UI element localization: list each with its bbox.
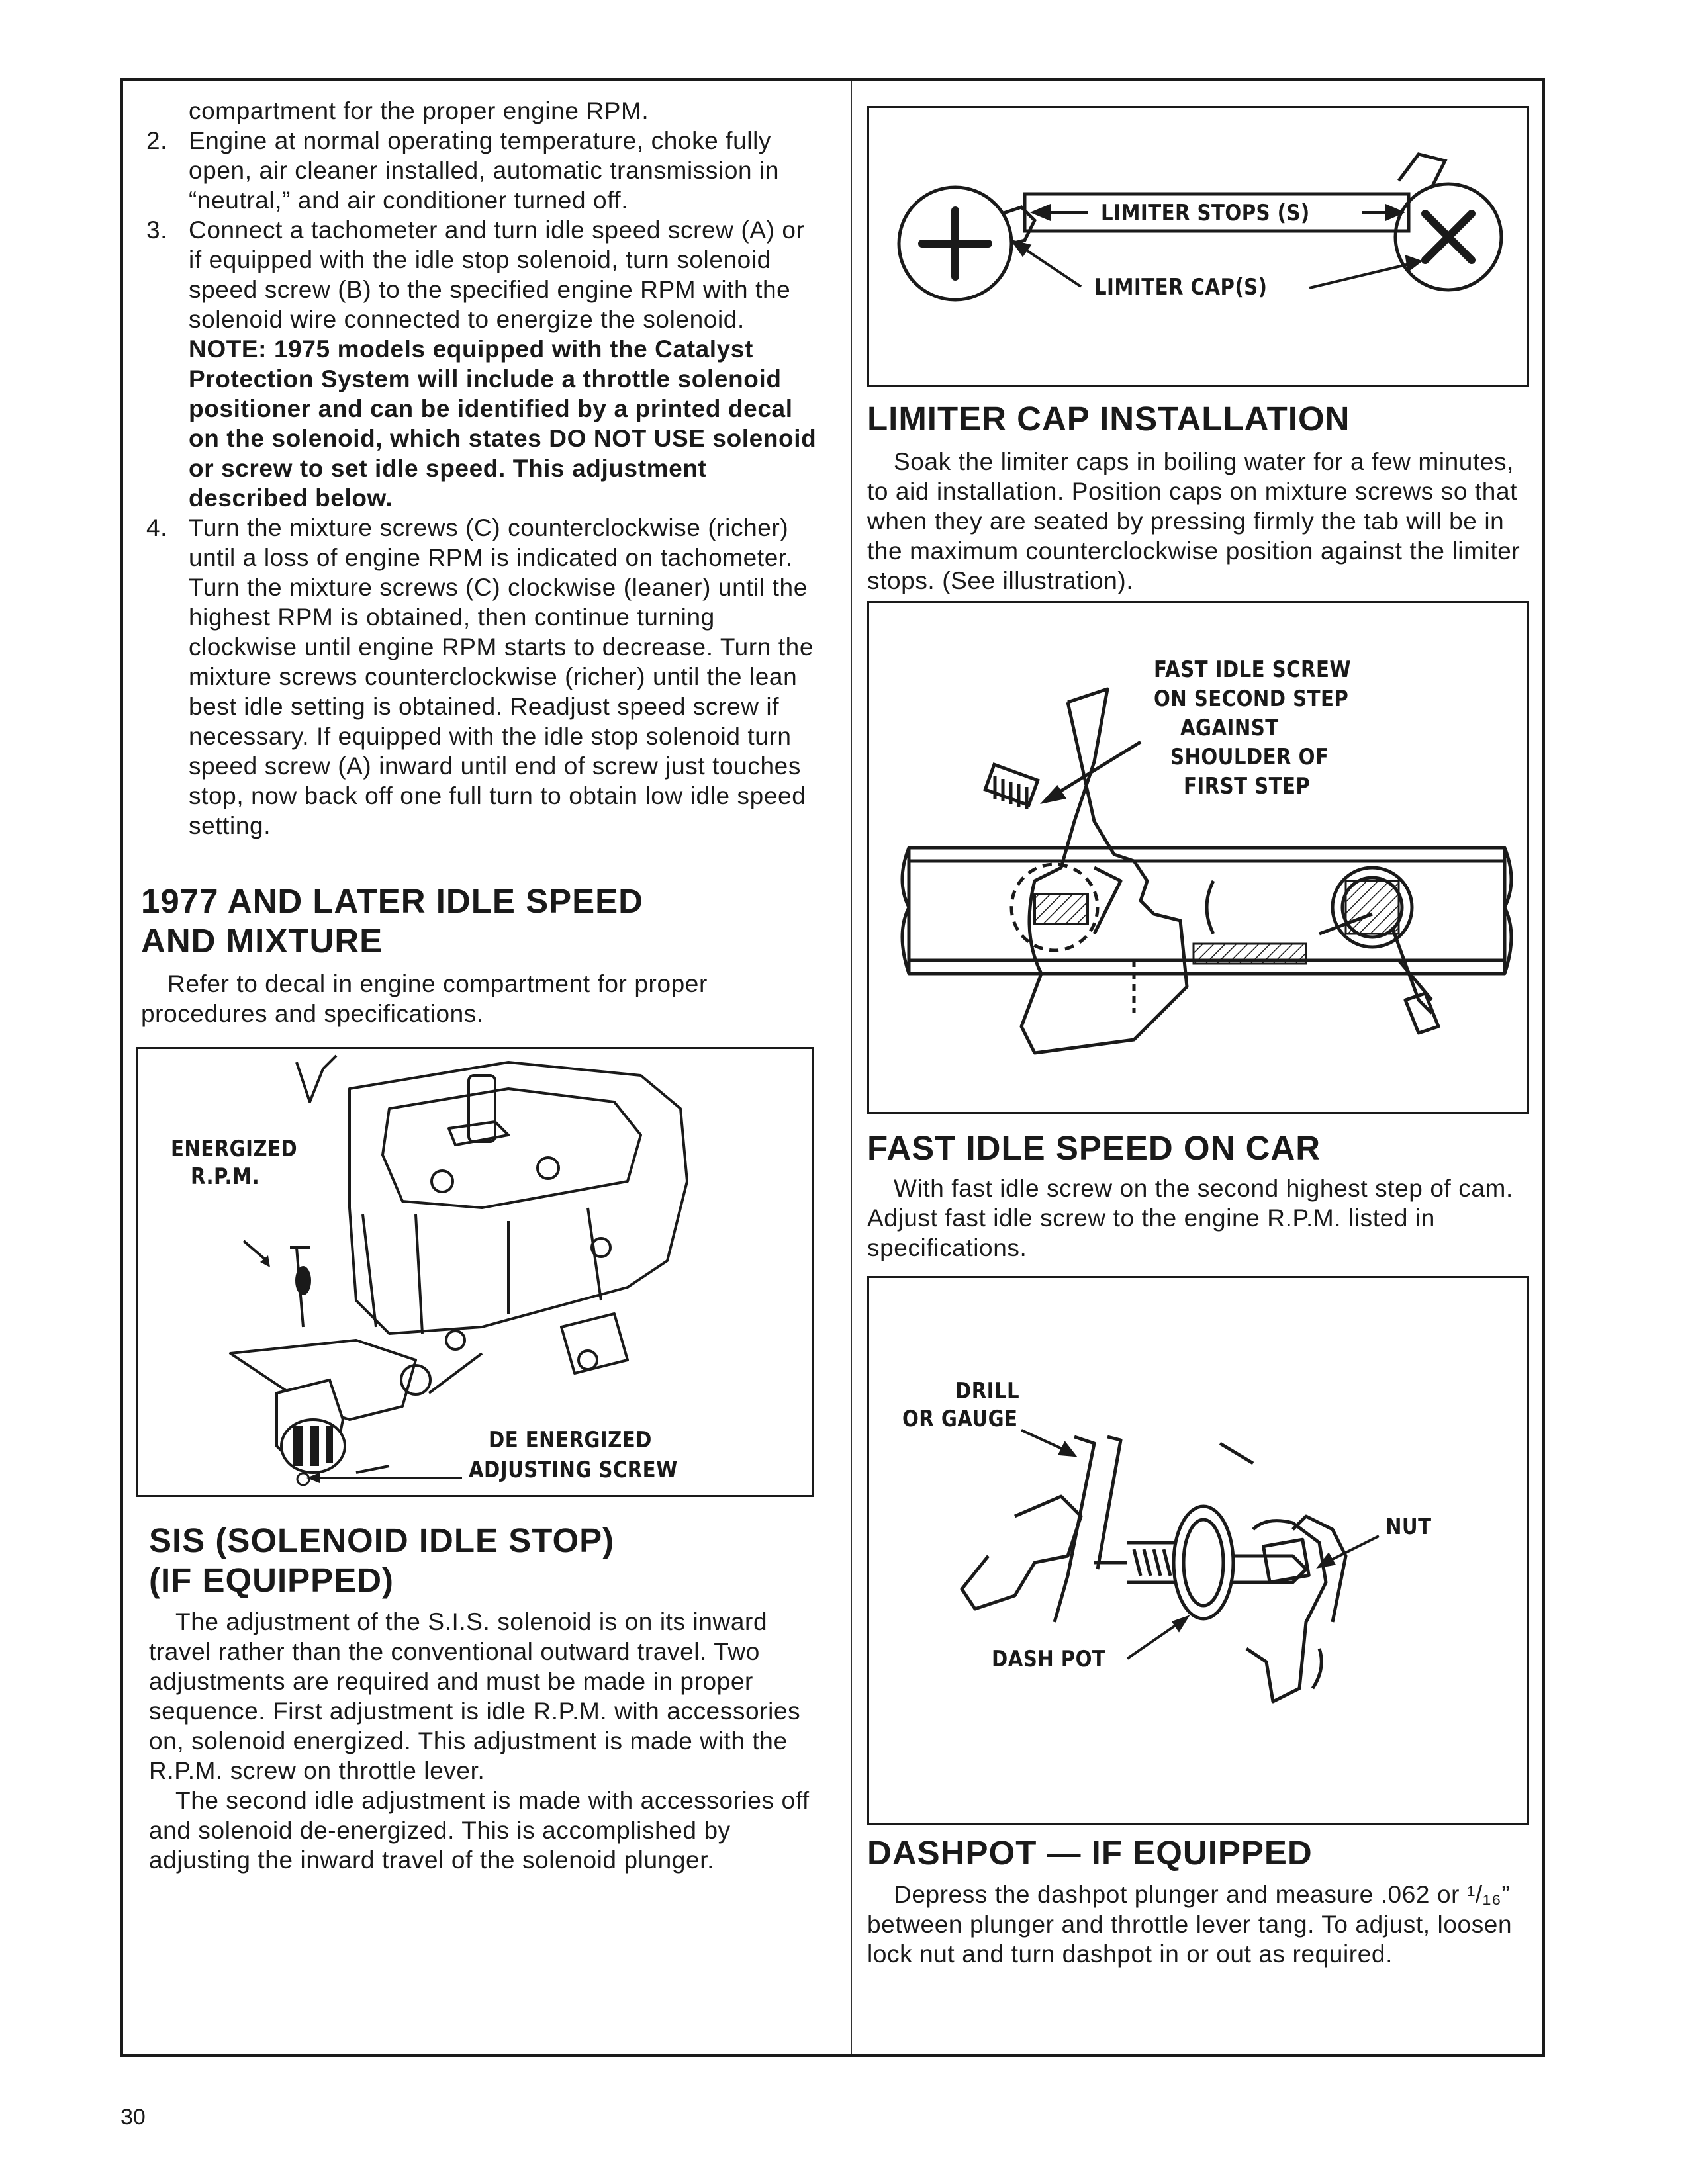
step-3 xyxy=(136,215,824,513)
limiter-cap-illustration xyxy=(869,108,1531,389)
fast-idle-body: With fast idle screw on the second highest step of cam. Adjust fast idle screw to the engine R.P.M. listed in specifications. xyxy=(867,1175,1513,1261)
procedure-steps xyxy=(136,126,824,841)
label-deenergized-1: DE ENERGIZED xyxy=(489,1427,652,1453)
heading-limiter-cap: LIMITER CAP INSTALLATION xyxy=(867,400,1350,437)
section-1977-body: Refer to decal in engine compartment for proper procedures and specifications. xyxy=(141,970,708,1027)
label-fast-idle-2: ON SECOND STEP xyxy=(1154,686,1349,712)
label-dash-pot: DASH POT xyxy=(992,1646,1106,1672)
heading-1977-line2: AND MIXTURE xyxy=(141,922,383,960)
label-deenergized-2: ADJUSTING SCREW xyxy=(469,1457,678,1483)
label-fast-idle-4: SHOULDER OF xyxy=(1170,744,1329,770)
step-text: Connect a tachometer and turn idle speed screw (A) or if equipped with the idle stop solenoid, turn solenoid speed screw (B) to the specified engine RPM with the solenoid wire connected to energize the solenoid. xyxy=(189,216,805,333)
label-fast-idle-1: FAST IDLE SCREW xyxy=(1154,657,1352,683)
fast-idle-figure xyxy=(867,601,1529,1114)
step-note: NOTE: 1975 models equipped with the Catalyst Protection System will include a throttle solenoid positioner and can be identified by a printed decal on the solenoid, which states DO NOT USE solenoid or screw to set idle speed. This adjustment described below. xyxy=(189,336,817,512)
dashpot-figure xyxy=(867,1276,1529,1825)
label-fast-idle-5: FIRST STEP xyxy=(1184,773,1311,799)
carburetor-figure xyxy=(136,1047,814,1497)
page-number: 30 xyxy=(120,2105,146,2130)
sis-paragraph-2: The second idle adjustment is made with accessories off and solenoid de-energized. This is accomplished by adjusting the inward travel of the solenoid plunger. xyxy=(149,1787,810,1874)
column-divider xyxy=(851,81,852,2054)
label-limiter-stops: LIMITER STOPS (S) xyxy=(1101,200,1310,226)
label-fast-idle-3: AGAINST xyxy=(1180,715,1279,741)
label-nut: NUT xyxy=(1385,1514,1432,1540)
step-number: 2. xyxy=(146,127,168,154)
label-energized-2: R.P.M. xyxy=(191,1163,260,1190)
heading-dashpot: DASHPOT — IF EQUIPPED xyxy=(867,1834,1313,1872)
left-column xyxy=(136,96,824,1875)
intro-line: compartment for the proper engine RPM. xyxy=(189,97,649,124)
limiter-cap-body: Soak the limiter caps in boiling water for a few minutes, to aid installation. Position caps on mixture screws so that when they are seated by pressing firmly the tab will be in the maximum counterclockwise position against the limiter stops. (See illustration). xyxy=(867,448,1521,594)
heading-sis-line1: SIS (SOLENOID IDLE STOP) xyxy=(149,1522,615,1559)
heading-fast-idle: FAST IDLE SPEED ON CAR xyxy=(867,1129,1321,1167)
label-energized-1: ENERGIZED xyxy=(171,1136,298,1162)
step-number: 4. xyxy=(146,514,168,541)
step-2 xyxy=(136,126,824,215)
label-drill-2: OR GAUGE xyxy=(902,1406,1018,1432)
step-number: 3. xyxy=(146,216,168,244)
label-limiter-caps: LIMITER CAP(S) xyxy=(1094,274,1268,300)
label-drill-1: DRILL xyxy=(955,1378,1020,1404)
dashpot-illustration xyxy=(869,1278,1531,1827)
heading-sis-line2: (IF EQUIPPED) xyxy=(149,1561,395,1599)
dashpot-body: Depress the dashpot plunger and measure .062 or ¹/₁₆” between plunger and throttle lever tang. To adjust, loosen lock nut and turn dashpot in or out as required. xyxy=(867,1881,1513,1968)
right-column xyxy=(867,106,1536,1969)
step-text: Turn the mixture screws (C) counterclockwise (richer) until a loss of engine RPM is indicated on tachometer. Turn the mixture screws (C) clockwise (leaner) until the highest RPM is obtained, then continue turning clockwise until engine RPM starts to decrease. Turn the mixture screws counterclockwise (richer) until the lean best idle setting is obtained. Readjust speed screw if necessary. If equipped with the idle stop solenoid turn speed screw (A) inward until end of screw just touches stop, now back off one full turn to obtain low idle speed setting. xyxy=(189,514,814,839)
carburetor-illustration xyxy=(138,1049,816,1499)
limiter-cap-figure xyxy=(867,106,1529,387)
step-4 xyxy=(136,513,824,841)
sis-paragraph-1: The adjustment of the S.I.S. solenoid is on its inward travel rather than the conventional outward travel. Two adjustments are required and must be made in proper sequence. First adjustment is idle R.P.M. with accessories on, solenoid energized. This adjustment is made with the R.P.M. screw on throttle lever. xyxy=(149,1608,801,1784)
heading-1977-line1: 1977 AND LATER IDLE SPEED xyxy=(141,882,643,920)
step-text: Engine at normal operating temperature, choke fully open, air cleaner installed, automatic transmission in “neutral,” and air conditioner turned off. xyxy=(189,127,780,214)
